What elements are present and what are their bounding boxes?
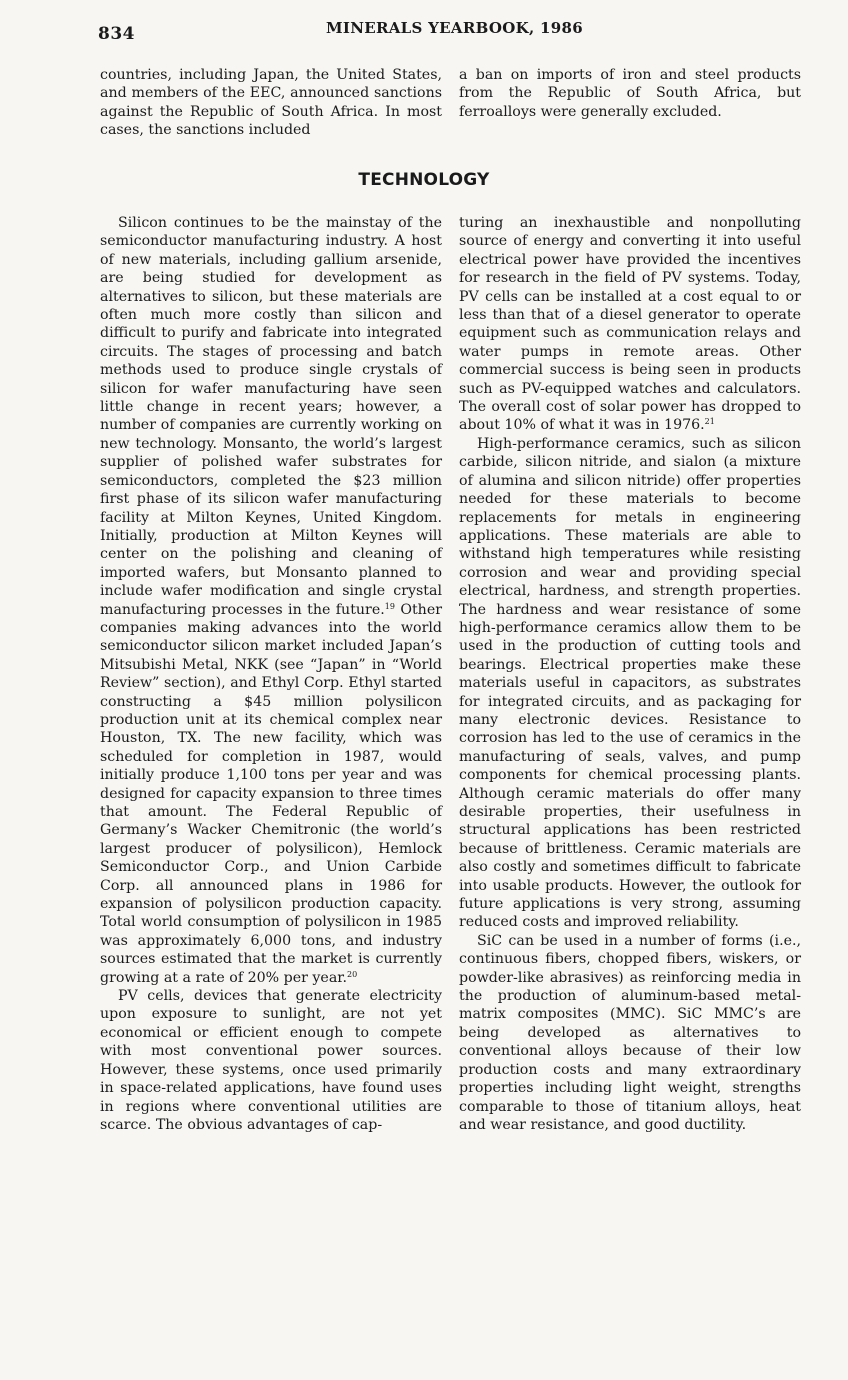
paragraph-pv-cells-cont-text: turing an inexhaustible and nonpolluting source of energy and converting it into useful electrical power have provided the incentives for research in the field of PV systems. Today, PV cells can be installed at a cost equal to or less than that of a diesel generator to operate equipment such as communication relays and water pumps in remote areas. Other commercial success is being seen in products such as PV-equipped watches and calculators. The overall cost of solar power has dropped to about 10% of what it was in 1976. — [459, 215, 801, 434]
footnote-ref-21: 21 — [704, 417, 715, 427]
paragraph-sic: SiC can be used in a number of forms (i.e., continuous fibers, chopped fibers, wiskers, or powder-like abrasives) as reinforcing media in the production of aluminum-based metal-matrix composites (MMC). SiC MMC’s are being developed as alternatives to conventional alloys because of their low production costs and many extraordinary properties including light weight, strengths comparable to those of titanium alloys, heat and wear resistance, and good ductility. — [459, 932, 801, 1133]
intro-right-text: a ban on imports of iron and steel products from the Republic of South Africa, but ferroalloys were generally excluded. — [459, 67, 801, 120]
running-title: MINERALS YEARBOOK, 1986 — [326, 19, 583, 37]
footnote-ref-20: 20 — [347, 969, 358, 979]
intro-right-column — [459, 66, 801, 121]
intro-left-text: countries, including Japan, the United States, and members of the EEC, announced sanctions against the Republic of South Africa. In most cases, the sanctions included — [100, 67, 442, 139]
footnote-ref-19: 19 — [384, 601, 395, 611]
main-left-column — [100, 214, 442, 1134]
intro-left-column — [100, 66, 442, 140]
page-number: 834 — [98, 24, 135, 44]
paragraph-ceramics: High-performance ceramics, such as silicon carbide, silicon nitride, and sialon (a mixture of alumina and silicon nitride) offer properties needed for these materials to become replacements for metals in engineering applications. These materials are able to withstand high temperatures while resisting corrosion and wear and providing special electrical, hardness, and strength properties. The hardness and wear resistance of some high-performance ceramics allow them to be used in the production of cutting tools and bearings. Electrical properties make these materials useful in capacitors, as substrates for integrated circuits, and as packaging for many electronic devices. Resistance to corrosion has led to the use of ceramics in the manufacturing of seals, valves, and pump components for chemical processing plants. Although ceramic materials do offer many desirable properties, their usefulness in structural applications has been restricted because of brittleness. Ceramic materials are also costly and sometimes difficult to fabricate into usable products. However, the outlook for future applications is very strong, assuming reduced costs and improved reliability. — [459, 435, 801, 931]
paragraph-silicon-text-cont: Other companies making advances into the world semiconductor silicon market included Japan’s Mitsubishi Metal, NKK (see “Japan” in “World Review” section), and Ethyl Corp. Ethyl started constructing a $45 million polysilicon production unit at its chemical complex near Houston, TX. The new facility, which was scheduled for completion in 1987, would initially produce 1,100 tons per year and was designed for capacity expansion to three times that amount. The Federal Republic of Germany’s Wacker Chemitronic (the world’s largest producer of polysilicon), Hemlock Semiconductor Corp., and Union Carbide Corp. all announced plans in 1986 for expansion of polysilicon production capacity. Total world consumption of polysilicon in 1985 was approximately 6,000 tons, and industry sources estimated that the market is currently growing at a rate of 20% per year. — [100, 601, 442, 986]
paragraph-pv-cells-cont — [459, 214, 801, 435]
paragraph-silicon-text: Silicon continues to be the mainstay of the semiconductor manufacturing industry. A host of new materials, including gallium arsenide, are being studied for development as alternatives to silicon, but these materials are often much more costly than silicon and difficult to purify and fabricate into integrated circuits. The stages of processing and batch methods used to produce single crystals of silicon for wafer manufacturing have seen little change in recent years; however, a number of companies are currently working on new technology. Monsanto, the world’s largest supplier of polished wafer substrates for semiconductors, completed the $23 million first phase of its silicon wafer manufacturing facility at Milton Keynes, United Kingdom. Initially, production at Milton Keynes will center on the polishing and cleaning of imported wafers, but Monsanto planned to include wafer modification and single crystal manufacturing processes in the future. — [100, 215, 442, 618]
section-title: TECHNOLOGY — [358, 170, 490, 190]
paragraph-silicon — [100, 214, 442, 987]
paragraph-pv-cells: PV cells, devices that generate electricity upon exposure to sunlight, are not yet economical or efficient enough to compete with most conventional power sources. However, these systems, once used primarily in space-related applications, have found uses in regions where conventional utilities are scarce. The obvious advantages of cap- — [100, 988, 442, 1133]
main-right-column — [459, 214, 801, 1134]
